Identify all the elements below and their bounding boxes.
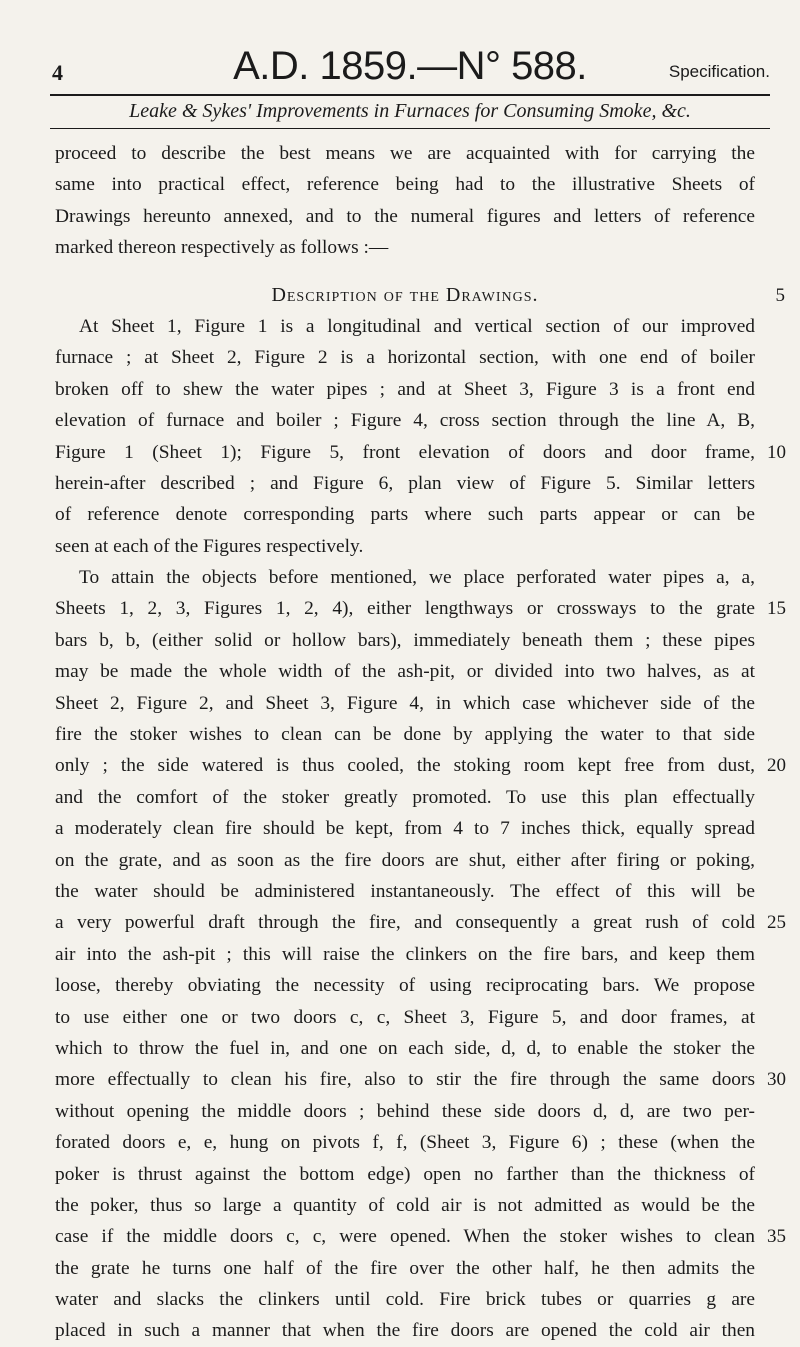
text-line: to use either one or two doors c, c, Sheet 3, Figure 5, and door frames, at <box>55 1006 755 1028</box>
text-line <box>55 907 786 938</box>
page-header <box>50 38 770 88</box>
text-line-content: Figure 1 (Sheet 1); Figure 5, front elevation of doors and door frame, <box>55 441 755 463</box>
line-number: 25 <box>767 912 786 934</box>
text-line <box>55 1064 786 1095</box>
text-line: forated doors e, e, hung on pivots f, f, (Sheet 3, Figure 6) ; these (when the <box>55 1132 755 1154</box>
text-line-content: Sheets 1, 2, 3, Figures 1, 2, 4), either lengthways or crossways to the grate <box>55 598 755 620</box>
text-line: water and slacks the clinkers until cold. Fire brick tubes or quarries g are <box>55 1289 755 1311</box>
text-line: the water should be administered instantaneously. The effect of this will be <box>55 880 755 902</box>
header-rule-bottom <box>50 128 770 129</box>
line-number: 20 <box>767 755 786 777</box>
text-line: and the comfort of the stoker greatly promoted. To use this plan effectually <box>55 786 755 808</box>
text-line: bars b, b, (either solid or hollow bars), immediately beneath them ; these pipes <box>55 629 755 651</box>
text-line: fire the stoker wishes to clean can be done by applying the water to that side <box>55 724 755 746</box>
text-line: same into practical effect, reference being had to the illustrative Sheets of <box>55 174 755 196</box>
text-line: on the grate, and as soon as the fire doors are shut, either after firing or poking, <box>55 849 755 871</box>
text-line: poker is thrust against the bottom edge) open no farther than the thickness of <box>55 1163 755 1185</box>
text-line: which to throw the fuel in, and one on each side, d, d, to enable the stoker the <box>55 1037 755 1059</box>
running-head: Leake & Sykes' Improvements in Furnaces for Consuming Smoke, &c. <box>129 100 691 122</box>
text-line: Drawings hereunto annexed, and to the numeral figures and letters of reference <box>55 205 755 227</box>
text-line-content: more effectually to clean his fire, also to stir the fire through the same doors <box>55 1069 755 1091</box>
text-line <box>55 437 786 468</box>
header-rule-top <box>50 94 770 96</box>
section-heading <box>55 280 786 311</box>
text-line-content: case if the middle doors c, c, were opened. When the stoker wishes to clean <box>55 1226 755 1248</box>
text-line: air into the ash-pit ; this will raise the clinkers on the fire bars, and keep them <box>55 943 755 965</box>
text-line <box>55 750 786 781</box>
page-number: 4 <box>52 60 63 85</box>
line-number: 30 <box>767 1069 786 1091</box>
text-line: a moderately clean fire should be kept, from 4 to 7 inches thick, equally spread <box>55 818 755 840</box>
line-number: 15 <box>767 598 786 620</box>
text-line: without opening the middle doors ; behind these side doors d, d, are two per- <box>55 1100 755 1122</box>
text-line: the grate he turns one half of the fire over the other half, he then admits the <box>55 1257 755 1279</box>
text-line <box>55 593 786 624</box>
line-number: 35 <box>767 1226 786 1248</box>
text-line: furnace ; at Sheet 2, Figure 2 is a horizontal section, with one end of boiler <box>55 347 755 369</box>
text-line: To attain the objects before mentioned, we place perforated water pipes a, a, <box>79 567 755 589</box>
text-line: placed in such a manner that when the fire doors are opened the cold air then <box>55 1320 755 1342</box>
line-number: 5 <box>775 284 786 306</box>
text-line: of reference denote corresponding parts where such parts appear or can be <box>55 504 755 526</box>
text-line: marked thereon respectively as follows :— <box>55 237 389 259</box>
text-line: proceed to describe the best means we are acquainted with for carrying the <box>55 143 755 164</box>
text-line: may be made the whole width of the ash-pit, or divided into two halves, as at <box>55 661 755 683</box>
text-line <box>55 1221 786 1252</box>
line-number: 10 <box>767 441 786 463</box>
text-line-content: only ; the side watered is thus cooled, the stoking room kept free from dust, <box>55 755 755 777</box>
spacer <box>55 264 755 280</box>
text-line: broken off to shew the water pipes ; and at Sheet 3, Figure 3 is a front end <box>55 378 755 400</box>
text-line: seen at each of the Figures respectively. <box>55 535 364 557</box>
patent-title: A.D. 1859.—N° 588. <box>233 44 587 88</box>
document-type-label: Specification. <box>668 62 770 81</box>
body-text <box>55 138 786 1347</box>
text-line-content: a very powerful draft through the fire, and consequently a great rush of cold <box>55 912 755 934</box>
text-line: loose, thereby obviating the necessity of using reciprocating bars. We propose <box>55 975 755 997</box>
section-heading-text: Description of the Drawings. <box>271 283 539 306</box>
text-line: the poker, thus so large a quantity of cold air is not admitted as would be the <box>55 1194 755 1216</box>
text-line: At Sheet 1, Figure 1 is a longitudinal and vertical section of our improved <box>79 315 755 337</box>
text-line: Sheet 2, Figure 2, and Sheet 3, Figure 4, in which case whichever side of the <box>55 692 755 714</box>
text-line: elevation of furnace and boiler ; Figure 4, cross section through the line A, B, <box>55 410 755 432</box>
text-line: herein-after described ; and Figure 6, plan view of Figure 5. Similar letters <box>55 472 755 494</box>
